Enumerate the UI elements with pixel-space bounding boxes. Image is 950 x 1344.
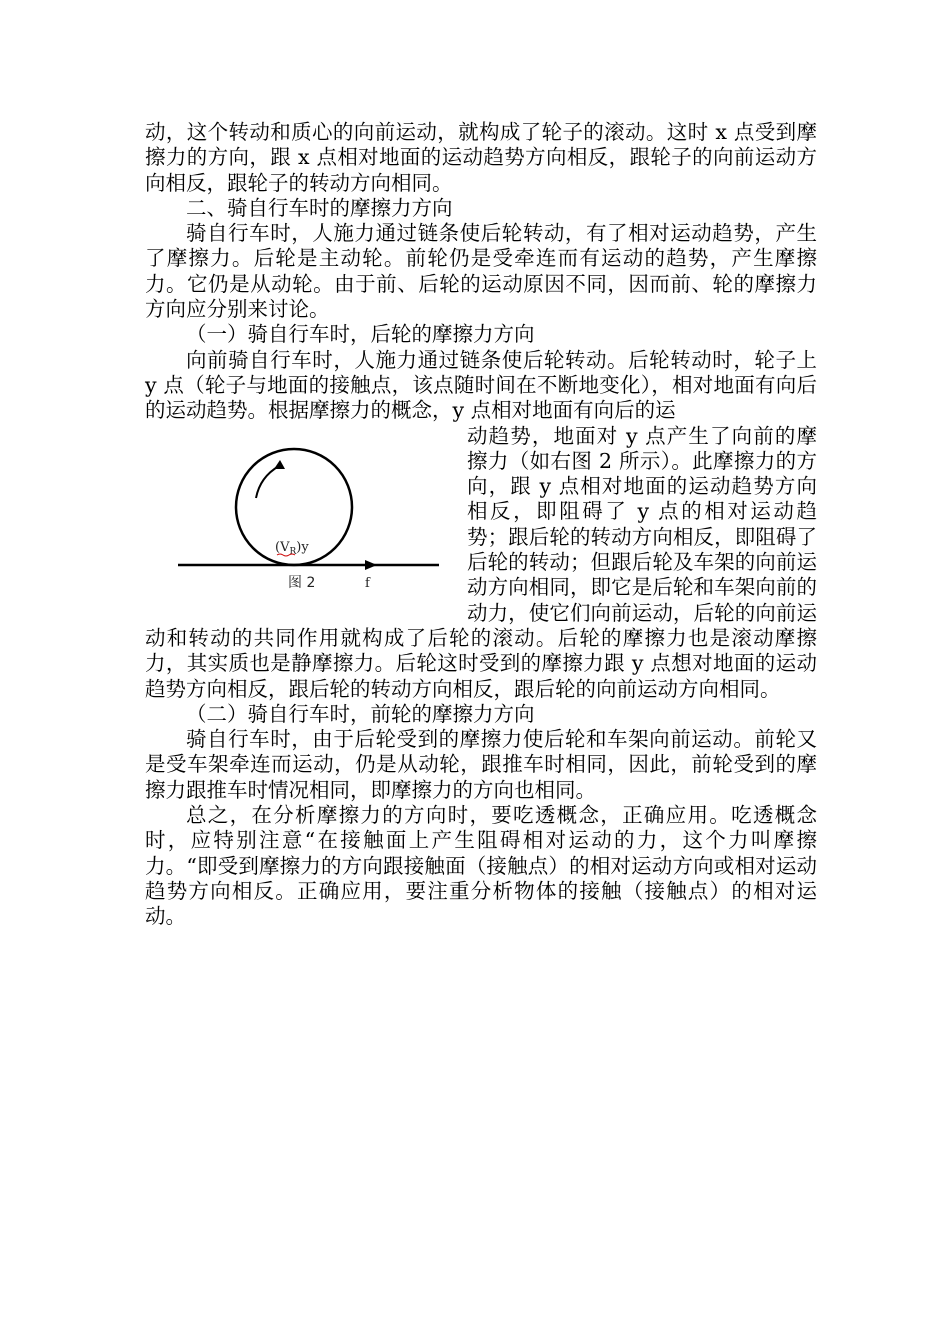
paragraph-bicycle: 骑自行车时，人施力通过链条使后轮转动，有了相对运动趋势，产生了摩擦力。后轮是主动轮。前轮仍是受牵连而有运动的趋势，产生摩擦力。它仍是从动轮。由于前、后轮的运动原因不同，因而前、轮的摩擦力方向应分别来讨论。 <box>145 221 817 322</box>
section-heading-bicycle: 二、骑自行车时的摩擦力方向 <box>186 195 453 220</box>
paragraph-summary: 总之，在分析摩擦力的方向时，要吃透概念，正确应用。吃透概念时，应特别注意“在接触面上产生阻碍相对运动的力，这个力叫摩擦力。“即受到摩擦力的方向跟接触面（接触点）的相对运动方向或相对运动趋势方向相反。正确应用，要注重分析物体的接触（接触点）的相对运动。 <box>145 803 817 929</box>
paragraph-intro: 动，这个转动和质心的向前运动，就构成了轮子的滚动。这时 x 点受到摩擦力的方向，跟 x 点相对地面的运动趋势方向相反，跟轮子的向前运动方向相反，跟轮子的转动方向相同。 <box>145 120 817 195</box>
contact-point-label: $(V_R)y$ <box>275 539 309 557</box>
paragraph-rear-wheel-a: 向前骑自行车时，人施力通过链条使后轮转动。后轮转动时，轮子上 y 点（轮子与地面的接触点，该点随时间在不断地变化），相对地面有向后的运动趋势。根据摩擦力的概念，y 点相对地面有向后的运 <box>145 347 817 423</box>
force-label: f <box>365 575 370 591</box>
rotation-arrowhead <box>274 460 285 469</box>
document-page <box>145 120 817 930</box>
wheel-diagram <box>145 424 467 624</box>
figure-caption: 图 2 <box>288 574 316 591</box>
paragraph-rear-wheel-b: 动趋势，地面对 y 点产生了向前的摩擦力（如右图 2 所示）。此摩擦力的方向，跟 y 点相对地面的运动趋势方向相反，即阻碍了 y 点的相对运动趋势；跟后轮的转动方向相反，即阻碍了后轮的转动；但跟后轮及车架的向前运动方向相同，即它是后轮和车架向前的动力，使它们向前运动，后轮的向前运动和转动的共同作用就构成了后轮的滚动。后轮的摩擦力也是滚动摩擦力，其实质也是静摩擦力。后轮这时受到的摩擦力跟 y 点想对地面的运动趋势方向相反，跟后轮的转动方向相反，跟后轮的向前运动方向相同。 <box>145 423 817 701</box>
rotation-arrow <box>256 466 279 498</box>
subsection-heading-front-wheel: （二）骑自行车时，前轮的摩擦力方向 <box>186 701 535 726</box>
force-arrowhead <box>365 560 377 570</box>
figure-2 <box>145 424 467 624</box>
subsection-heading-rear-wheel: （一）骑自行车时，后轮的摩擦力方向 <box>186 322 535 347</box>
paragraph-front-wheel: 骑自行车时，由于后轮受到的摩擦力使后轮和车架向前运动。前轮又是受车架牵连而运动，仍是从动轮，跟推车时相同，因此，前轮受到的摩擦力跟推车时情况相同，即摩擦力的方向也相同。 <box>145 727 817 802</box>
